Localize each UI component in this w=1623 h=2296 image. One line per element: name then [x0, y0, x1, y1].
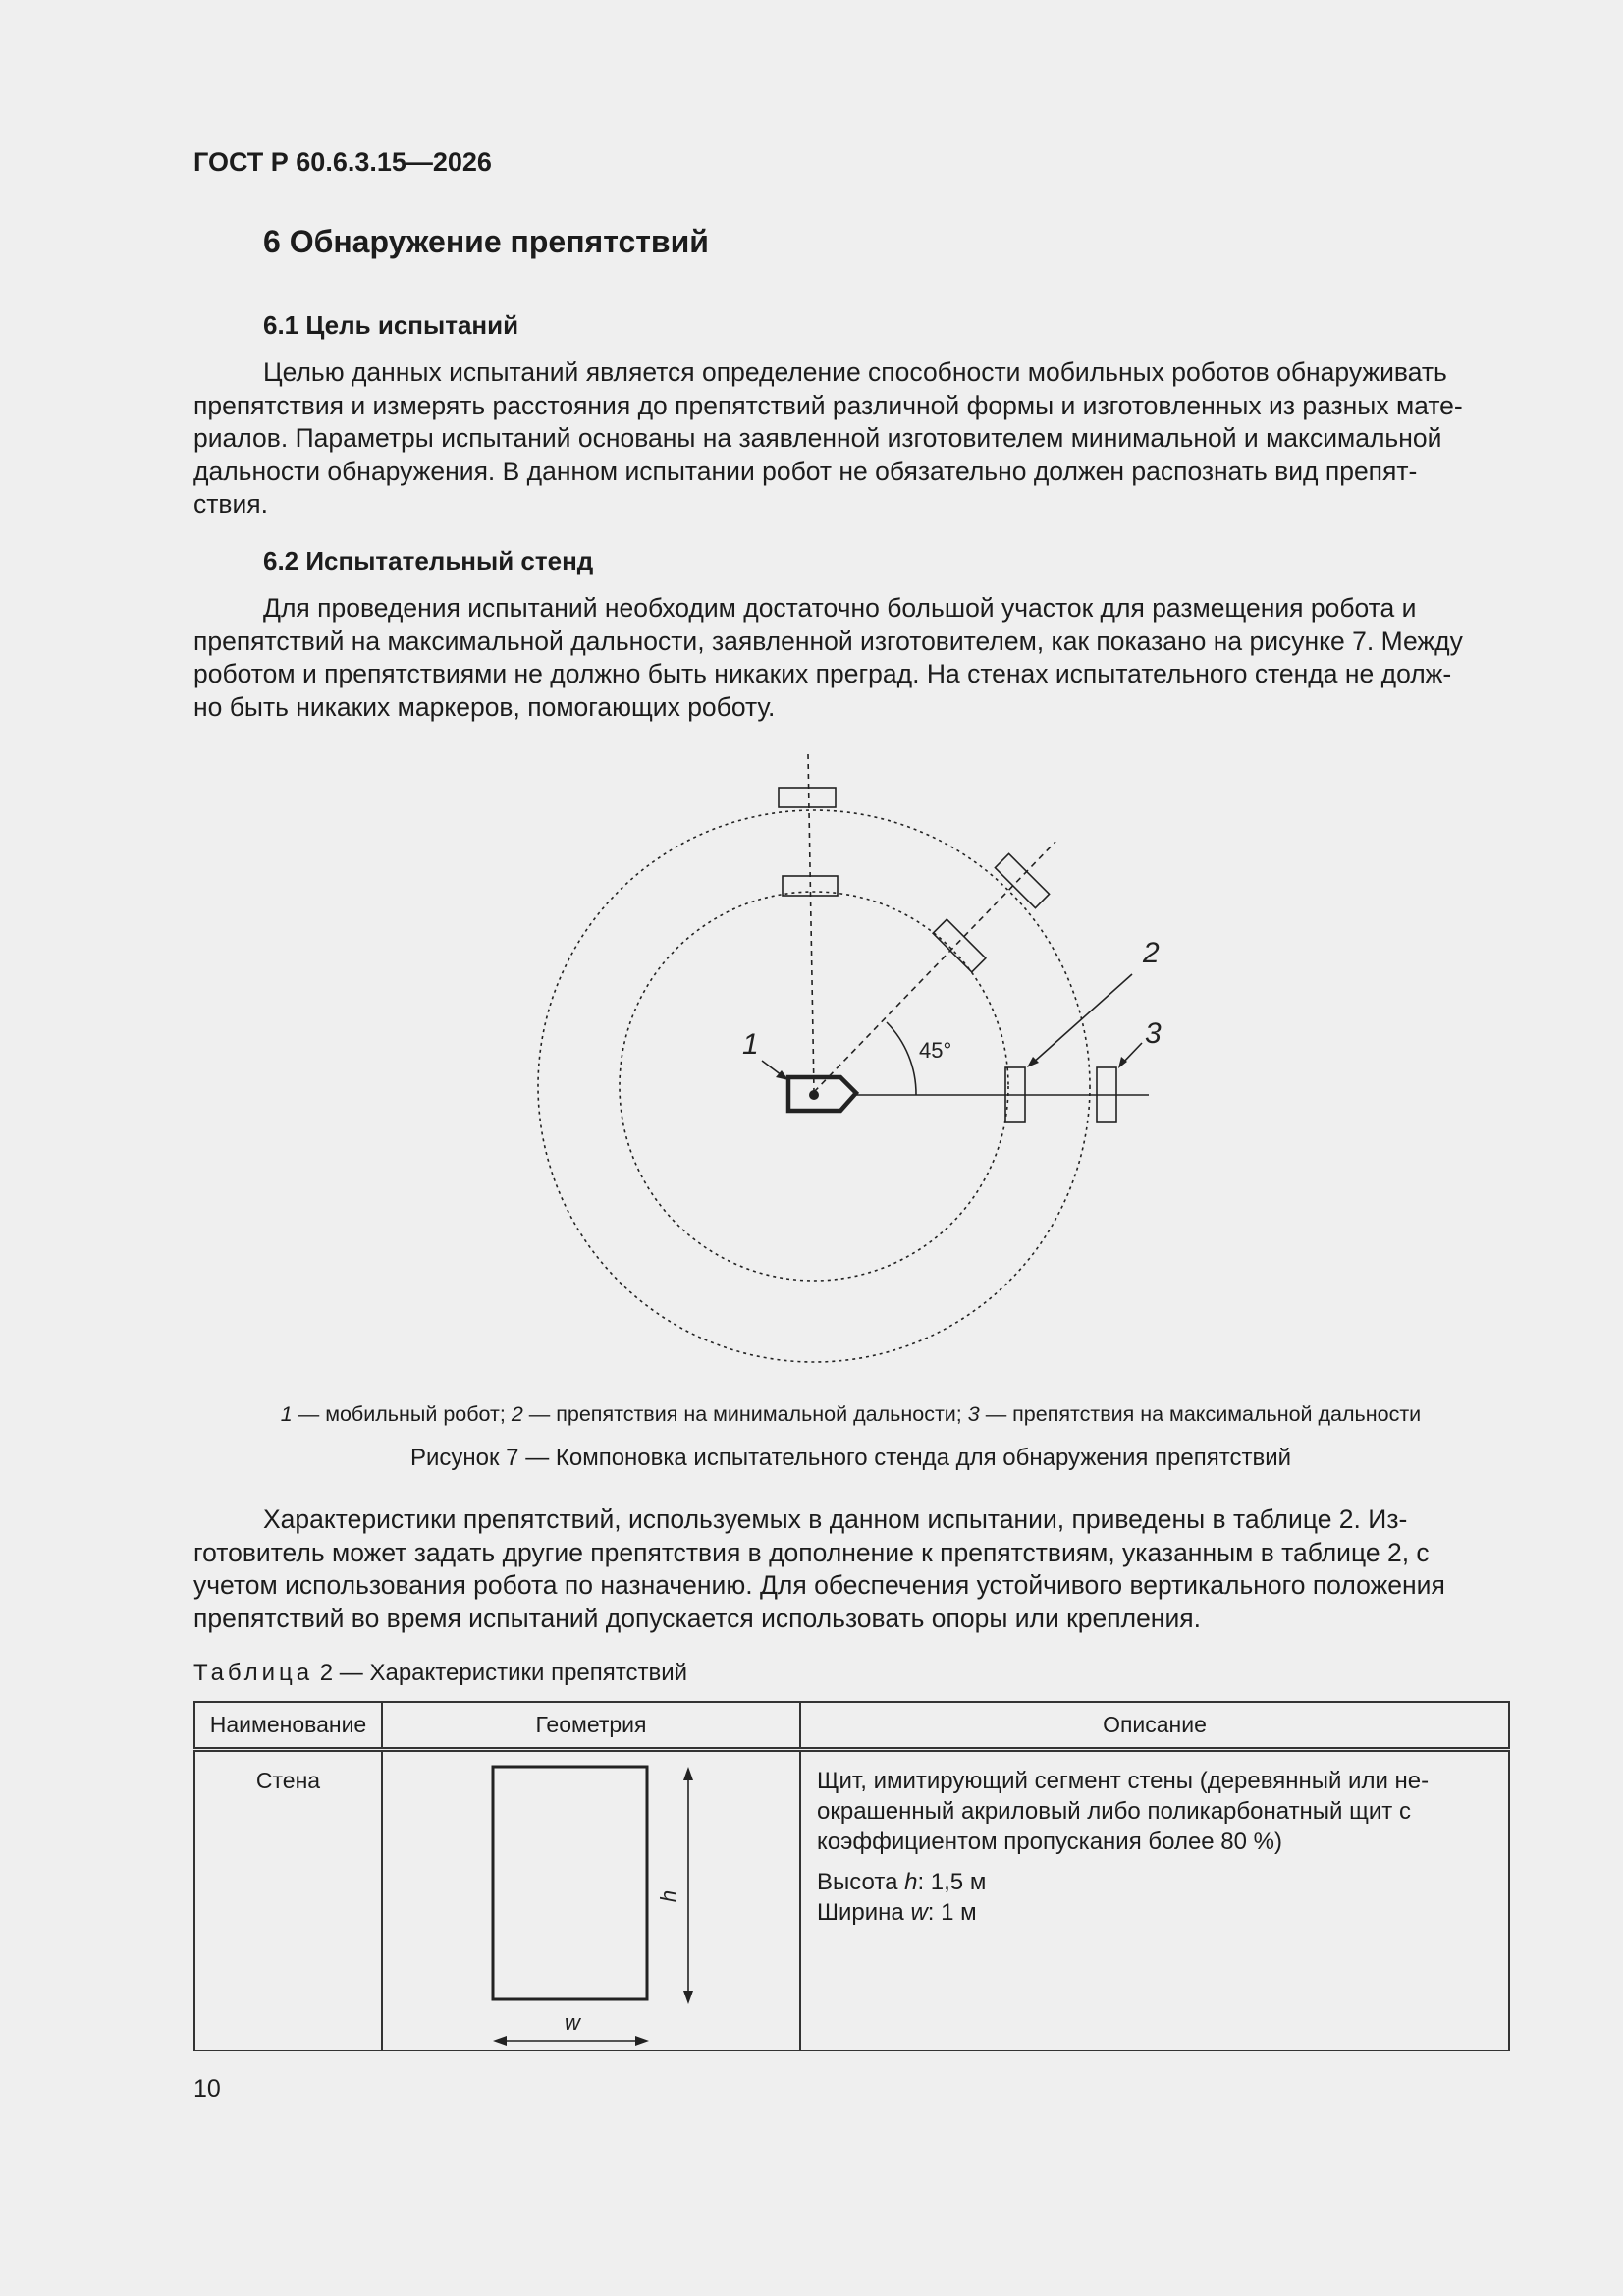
- table-caption-word: Таблица: [193, 1660, 314, 1686]
- legend-text: — мобильный робот;: [292, 1402, 512, 1426]
- vertical-dashed-axis: [808, 754, 814, 1092]
- callout-label-1: 1: [742, 1028, 759, 1061]
- paragraph-line: учетом использования робота по назначению. Для обеспечения устойчивого вертикального положения: [193, 1570, 1445, 1600]
- legend-number: 1: [280, 1402, 293, 1426]
- height-spec-value: : 1,5 м: [917, 1869, 987, 1895]
- paragraph-line: дальности обнаружения. В данном испытании робот не обязательно должен распознать вид препят-: [193, 456, 1418, 486]
- height-spec: [817, 1867, 1494, 1897]
- description-dimensions: [817, 1867, 1494, 1928]
- callout-label-3: 3: [1145, 1017, 1162, 1050]
- obstacles-table: [193, 1701, 1510, 2051]
- cell-geometry: [382, 1750, 800, 2051]
- column-header-geometry: Геометрия: [382, 1702, 800, 1750]
- paragraph-line: препятствий во время испытаний допускается использовать опоры или крепления.: [193, 1603, 1201, 1633]
- subsection-title-goal: 6.1 Цель испытаний: [263, 310, 519, 340]
- table-row: [194, 1750, 1509, 2051]
- table-header-row: [194, 1702, 1509, 1750]
- robot-center-dot: [809, 1090, 819, 1100]
- section-title: 6 Обнаружение препятствий: [263, 224, 709, 259]
- table-caption: [193, 1660, 687, 1687]
- obstacle-max-diagonal: [995, 853, 1049, 907]
- width-spec-value: : 1 м: [927, 1899, 977, 1926]
- paragraph-line: но быть никаких маркеров, помогающих роботу.: [193, 691, 776, 722]
- width-spec-var: w: [910, 1899, 928, 1926]
- height-label: h: [656, 1889, 680, 1903]
- description-line: Щит, имитирующий сегмент стены (деревянный или не-: [817, 1768, 1430, 1794]
- legend-text: — препятствия на максимальной дальности: [979, 1402, 1422, 1426]
- legend-text: — препятствия на минимальной дальности;: [522, 1402, 968, 1426]
- callout-label-2: 2: [1143, 937, 1160, 969]
- paragraph-line: готовитель может задать другие препятствия в дополнение к препятствиям, указанным в таблице 2, с: [193, 1537, 1430, 1567]
- paragraph-line: роботом и препятствиями не должно быть никаких преград. На стенах испытательного стенда не долж-: [193, 659, 1452, 688]
- wall-rectangle: [493, 1767, 647, 1999]
- column-header-description: Описание: [800, 1702, 1509, 1750]
- paragraph-line: Целью данных испытаний является определение способности мобильных роботов обнаруживать: [263, 357, 1447, 387]
- page-number: 10: [193, 2075, 221, 2103]
- obstacle-max-vertical: [779, 788, 836, 807]
- cell-description: [800, 1750, 1509, 2051]
- max-range-circle: [538, 810, 1090, 1362]
- wall-geometry-drawing: [383, 1752, 799, 2050]
- description-line: коэффициентом пропускания более 80 %): [817, 1829, 1282, 1855]
- subsection-title-stand: 6.2 Испытательный стенд: [263, 546, 594, 575]
- angle-label: 45°: [919, 1038, 952, 1063]
- paragraph-line: препятствия и измерять расстояния до препятствий различной формы и изготовленных из разных мате-: [193, 390, 1463, 420]
- paragraph-line: Характеристики препятствий, используемых в данном испытании, приведены в таблице 2. Из-: [263, 1504, 1408, 1534]
- cell-name: Стена: [194, 1750, 382, 2051]
- width-arrow-left: [493, 2036, 507, 2046]
- legend-number: 3: [967, 1402, 980, 1426]
- table-caption-text: 2 — Характеристики препятствий: [313, 1660, 688, 1686]
- obstacle-min-diagonal: [933, 919, 986, 972]
- height-spec-label: Высота: [817, 1869, 905, 1895]
- height-spec-var: h: [904, 1869, 918, 1895]
- description-text: [817, 1766, 1494, 1857]
- description-line: окрашенный акриловый либо поликарбонатный щит с: [817, 1798, 1411, 1825]
- leader-line-2: [1032, 974, 1132, 1064]
- width-arrow-right: [635, 2036, 649, 2046]
- width-label: w: [565, 2010, 580, 2035]
- column-header-name: Наименование: [194, 1702, 382, 1750]
- width-spec-label: Ширина: [817, 1899, 911, 1926]
- paragraph-line: препятствий на максимальной дальности, заявленной изготовителем, как показано на рисунке 7. Между: [193, 626, 1463, 656]
- height-arrow-bottom: [683, 1991, 693, 2004]
- angle-arc: [887, 1022, 916, 1095]
- height-arrow-top: [683, 1767, 693, 1780]
- figure-legend: [193, 1402, 1508, 1427]
- paragraph-line: ствия.: [193, 489, 268, 519]
- legend-number: 2: [511, 1402, 523, 1426]
- width-spec: [817, 1897, 1494, 1928]
- paragraph-line: риалов. Параметры испытаний основаны на заявленной изготовителем минимальной и максимальной: [193, 423, 1442, 453]
- arrowhead-3: [1118, 1057, 1127, 1068]
- document-code: ГОСТ Р 60.6.3.15—2026: [193, 147, 492, 177]
- paragraph-table-intro: [193, 1503, 1508, 1635]
- paragraph-line: Для проведения испытаний необходим достаточно большой участок для размещения робота и: [263, 593, 1417, 623]
- figure-caption: Рисунок 7 — Компоновка испытательного стенда для обнаружения препятствий: [410, 1445, 1291, 1471]
